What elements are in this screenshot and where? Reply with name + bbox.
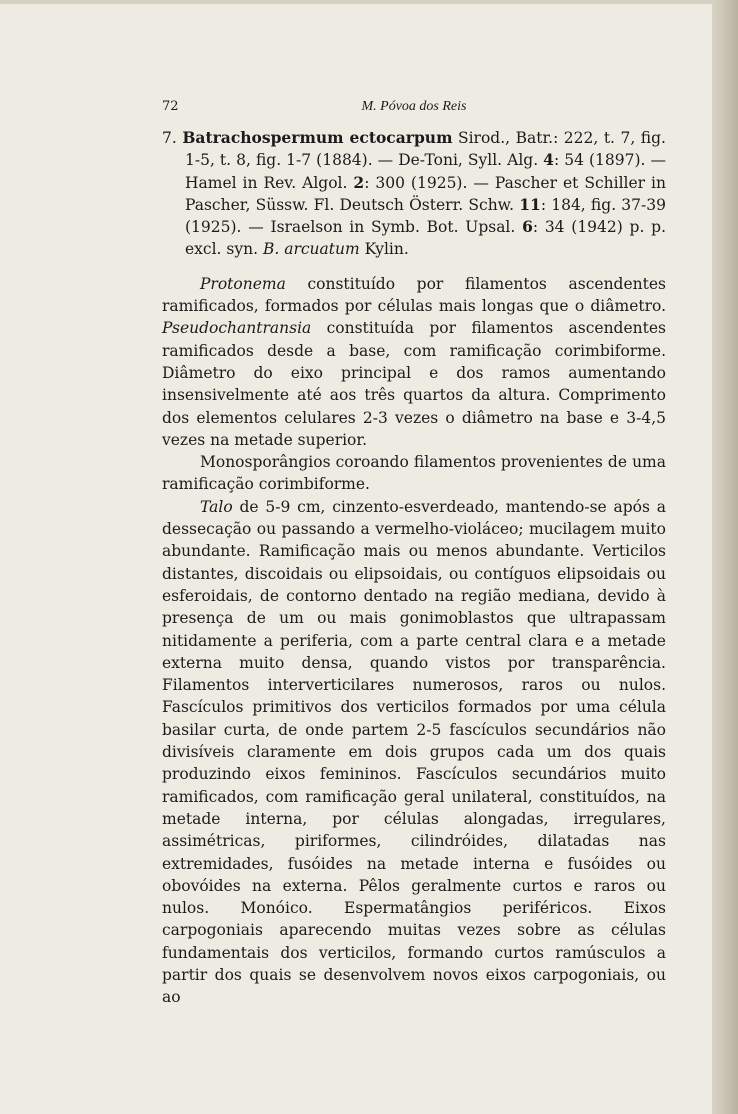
- entry-number: 7.: [162, 129, 177, 147]
- citation-text: Kylin.: [359, 240, 409, 259]
- citation-text: : 34 (1942) p. p. excl. syn.: [185, 218, 666, 259]
- species-name: Batrachospermum ectocarpum: [182, 128, 453, 147]
- synonym-name: B. arcuatum: [262, 240, 360, 259]
- species-entry: [162, 127, 666, 261]
- paragraph-text: constituído por filamentos ascendentes ramificados, formados por células mais longas que o diâmetro.: [162, 274, 666, 316]
- page-header: [162, 97, 666, 117]
- citation-text: : 54 (1897). — Hamel in Rev. Algol.: [185, 151, 666, 192]
- term-talo: Talo: [200, 497, 233, 516]
- term-pseudochantransia: Pseudochantransia: [162, 319, 312, 338]
- paragraph-text: constituída por filamentos ascendentes ramificados desde a base, com ramificação corimbiforme. Diâmetro do eixo principal e dos ramos aumentando insensivelmente até aos três quartos da altura. Comprimento dos elementos celulares 2-3 vezes o diâmetro na base e 3-4,5 vezes na metade superior.: [162, 319, 666, 449]
- citation-text: : 184, fig. 37-39 (1925). — Israelson in Symb. Bot. Upsal.: [185, 195, 666, 237]
- volume-number: 11: [519, 194, 541, 214]
- paragraph-talo: [162, 496, 666, 1009]
- volume-number: 4: [543, 150, 554, 170]
- page-body: [162, 127, 666, 1009]
- page-top-edge: [0, 0, 738, 4]
- volume-number: 6: [522, 217, 533, 237]
- paragraph-protonema: [162, 273, 666, 451]
- page-right-edge: [712, 0, 738, 1114]
- paragraph-monosporangia: Monosporângios coroando filamentos provenientes de uma ramificação corimbiforme.: [162, 453, 666, 494]
- term-protonema: Protonema: [200, 274, 286, 293]
- volume-number: 2: [353, 172, 365, 192]
- citation-text: Sirod., Batr.: 222, t. 7, fig. 1-5, t. 8, fig. 1-7 (1884). — De-Toni, Syll. Alg.: [185, 129, 666, 170]
- citation-text: : 300 (1925). — Pascher et Schiller in Pascher, Süssw. Fl. Deutsch Österr. Schw.: [185, 173, 667, 214]
- page-number: 72: [162, 99, 179, 114]
- running-title: M. Póvoa dos Reis: [361, 99, 467, 114]
- paragraph-text: de 5-9 cm, cinzento-esverdeado, mantendo-se após a dessecação ou passando a vermelho-violáceo; mucilagem muito abundante. Ramificação mais ou menos abundante. Verticilos distantes, discoidais ou elipsoidais, ou contíguos elipsoidais ou esferoidais, de contorno dentado na região mediana, devido à presença de um ou mais gonimoblastos que ultrapassam nitidamente a periferia, com a parte central clara e a metade externa muito densa, quando vistos por transparência. Filamentos interverticilares numerosos, raros ou nulos. Fascículos primitivos dos verticilos formados por uma célula basilar curta, de onde partem 2-5 fascículos secundários não divisíveis claramente em dois grupos cada um dos quais produzindo eixos femininos. Fascículos secundários muito ramificados, com ramificação geral unilateral, constituídos, na metade interna, por células alongadas, irregulares, assimétricas, piriformes, cilindróides, dilatadas nas extremidades, fusóides na metade interna e fusóides ou obovóides na externa. Pêlos geralmente curtos e raros ou nulos. Monóico. Espermatângios periféricos. Eixos carpogoniais aparecendo muitas vezes sobre as células fundamentais dos verticilos, formando curtos ramúsculos a partir dos quais se desenvolvem novos eixos carpogoniais, ou ao: [162, 497, 666, 1007]
